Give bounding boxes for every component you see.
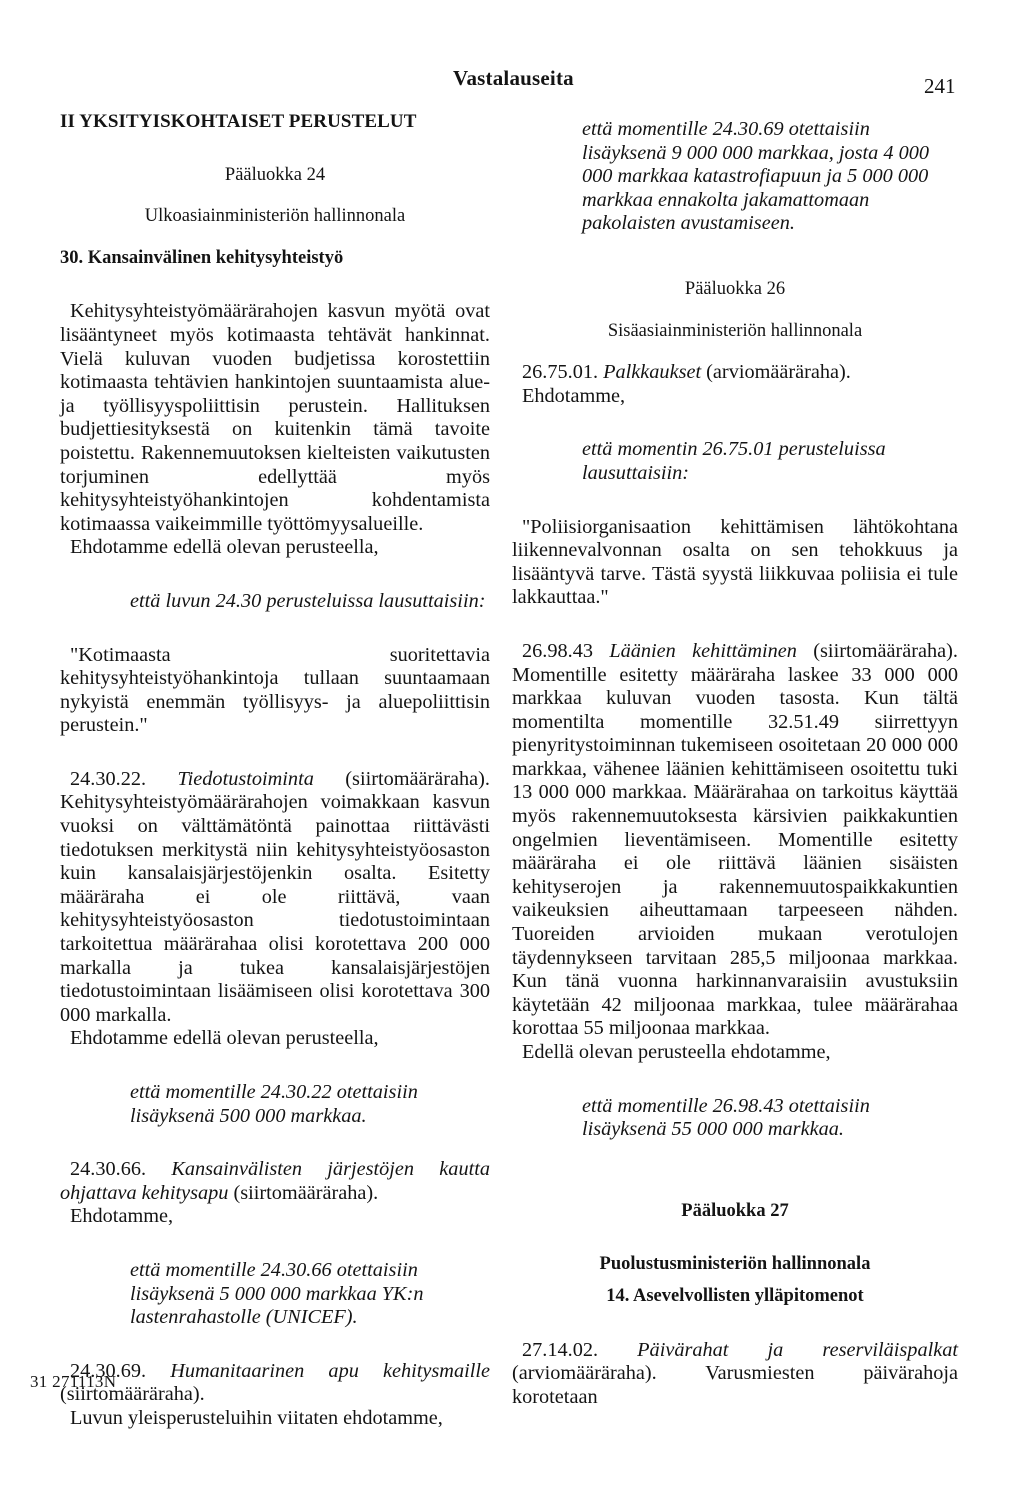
item-number: 24.30.66. — [70, 1158, 172, 1181]
running-header-title: Vastalauseita — [453, 66, 574, 90]
footer-print-code: 31 271113N — [30, 1372, 117, 1391]
item-paragraph — [60, 1360, 490, 1407]
item-paragraph — [60, 1158, 490, 1205]
item-number: 26.75.01. — [522, 361, 604, 384]
proposal: että momentille 24.30.69 otettaisiin lisäyksenä 9 000 000 markkaa, josta 4 000 000 markkaa katastrofiapuun ja 5 000 000 markkaa ennakolta jakamattomaan pakolaisten avustamiseen. — [582, 118, 929, 235]
paragraph: Ehdotamme, — [522, 384, 626, 407]
paragraph: Luvun yleisperusteluihin viitaten ehdotamme, — [70, 1406, 443, 1429]
item-text: (siirtomääräraha). — [60, 1383, 205, 1406]
main-class-heading: Pääluokka 27 — [681, 1200, 789, 1221]
proposal: että momentin 26.75.01 perusteluissa lausuttaisiin: — [582, 438, 886, 484]
item-number: 24.30.69. — [70, 1359, 171, 1382]
item-number: 24.30.22. — [70, 767, 178, 790]
item-paragraph — [512, 361, 958, 385]
item-text: (siirtomääräraha). — [228, 1181, 379, 1204]
right-column — [512, 110, 958, 1409]
item-title: Palkkaukset — [603, 361, 702, 384]
ministry-heading: Ulkoasiainministeriön hallinnonala — [144, 206, 406, 227]
proposal: että momentille 26.98.43 otettaisiin lisäyksenä 55 000 000 markkaa. — [582, 1094, 870, 1141]
item-number: 26.98.43 — [522, 639, 610, 662]
paragraph: Kehitysyhteistyömäärärahojen kasvun myötä ovat lisääntyneet myös kotimaasta tehtävät hankinnat. Vielä kuluvan vuoden budjetissa korostettiin kotimaasta tehtävien hankintojen suuntaamista alue- ja työllisyyspoliittisin perustein. Hallituksen budjettiesityksestä on kuitenkin tämä tavoite poistettu. Rakennemuutoksen kielteisten vaikutusten torjuminen edellyttää myös kehitysyhteistyöhankintojen kohdentamista kotimaassa vaikeimmille työttömyysalueille. — [60, 300, 490, 535]
paragraph: Ehdotamme, — [70, 1205, 174, 1228]
main-class-heading: Pääluokka 26 — [684, 278, 786, 299]
main-class-heading: Pääluokka 24 — [224, 164, 326, 185]
item-title: Humanitaarinen apu kehitysmaille — [170, 1359, 490, 1382]
paragraph: Edellä olevan perusteella ehdotamme, — [522, 1041, 831, 1063]
item-paragraph — [512, 1339, 958, 1410]
chapter-heading: 30. Kansainvälinen kehitysyhteistyö — [60, 247, 344, 268]
item-text: (siirtomääräraha). Momentille esitetty määräraha laskee 33 000 000 markkaa kuluvan vuoden tasosta. Kun tältä momentilta momentille 32.51.49 siirrettyyn pienyritystoiminnan tukemiseen osoitetaan 20 000 000 markkaa, vähenee läänien kehittämiseen osoitettu tuki 13 000 000 markkaa. Määrärahaa on tarkoitus käyttää myös rakennemuutoksesta kärsivien paikkakuntien ongelmien lieventämiseen. Momentille esitetty määräraha ei ole riittävä läänien sisäisten kehityserojen ja rakennemuutospaikkakuntien vaikeuksien aiheuttamaan tarpeeseen nähden. Tuoreiden arvioiden mukaan verotulojen täydennykseen tarvitaan 285,5 miljoonaa markkaa. Kun tänä vuonna harkinnanvaraisiin avustuksiin käytetään 42 miljoonaa markkaa, tulee määrärahaa korottaa 55 miljoonaa markkaa. — [512, 639, 958, 1040]
left-column — [60, 110, 490, 1431]
paragraph: Ehdotamme edellä olevan perusteella, — [70, 1027, 379, 1050]
item-paragraph — [512, 640, 958, 1041]
item-title: Tiedotustoiminta — [177, 767, 314, 790]
chapter-heading: 14. Asevelvollisten ylläpitomenot — [606, 1285, 864, 1306]
quoted-statement: "Kotimaasta suoritettavia kehitysyhteistyöhankintoja tullaan suuntaamaan nykyistä enemmän työllisyys- ja aluepoliittisin perustein." — [60, 643, 490, 737]
ministry-heading: Puolustusministeriön hallinnonala — [599, 1254, 871, 1275]
main-heading: II YKSITYISKOHTAISET PERUSTELUT — [60, 111, 417, 132]
item-paragraph — [60, 768, 490, 1028]
ministry-heading: Sisäasiainministeriön hallinnonala — [607, 320, 863, 341]
proposal: että luvun 24.30 perusteluissa lausuttaisiin: — [130, 589, 486, 612]
item-text: (arviomääräraha). — [701, 361, 851, 384]
proposal: että momentille 24.30.66 otettaisiin lisäyksenä 5 000 000 markkaa YK:n lastenrahastolle (UNICEF). — [130, 1258, 424, 1329]
item-text: (siirtomääräraha). Kehitysyhteistyömäärärahojen voimakkaan kasvun vuoksi on välttämätöntä painottaa riittävästi tiedotuksen merkitystä niin kehitysyhteistyöosaston kuin kansalaisjärjestöjenkin osalta. Esitetty määräraha ei ole riittävä, vaan kehitysyhteistyöosaston tiedotustoimintaan tarkoitettua määrärahaa olisi korotettava 200 000 markalla ja tukea kansalaisjärjestöjen tiedotustoimintaan lisäämiseen olisi korotettava 300 000 markalla. — [60, 767, 490, 1026]
item-title: Kansainvälisten järjestöjen kautta ohjattava kehitysapu — [60, 1158, 490, 1204]
quoted-statement: "Poliisiorganisaation kehittämisen lähtökohtana liikennevalvonnan osalta on sen tehokkuus ja lisääntyvä tarve. Tästä syystä liikkuvaa poliisia ei tule lakkauttaa." — [512, 515, 958, 609]
proposal: että momentille 24.30.22 otettaisiin lisäyksenä 500 000 markkaa. — [130, 1081, 418, 1127]
item-title: Läänien kehittäminen — [609, 639, 797, 662]
paragraph: Ehdotamme edellä olevan perusteella, — [70, 536, 379, 559]
item-text: (arviomääräraha). Varusmiesten päivärahoja korotetaan — [512, 1362, 958, 1408]
item-title: Päivärahat ja reserviläispalkat — [637, 1338, 958, 1361]
page-number: 241 — [924, 74, 956, 98]
item-number: 27.14.02. — [522, 1338, 638, 1361]
